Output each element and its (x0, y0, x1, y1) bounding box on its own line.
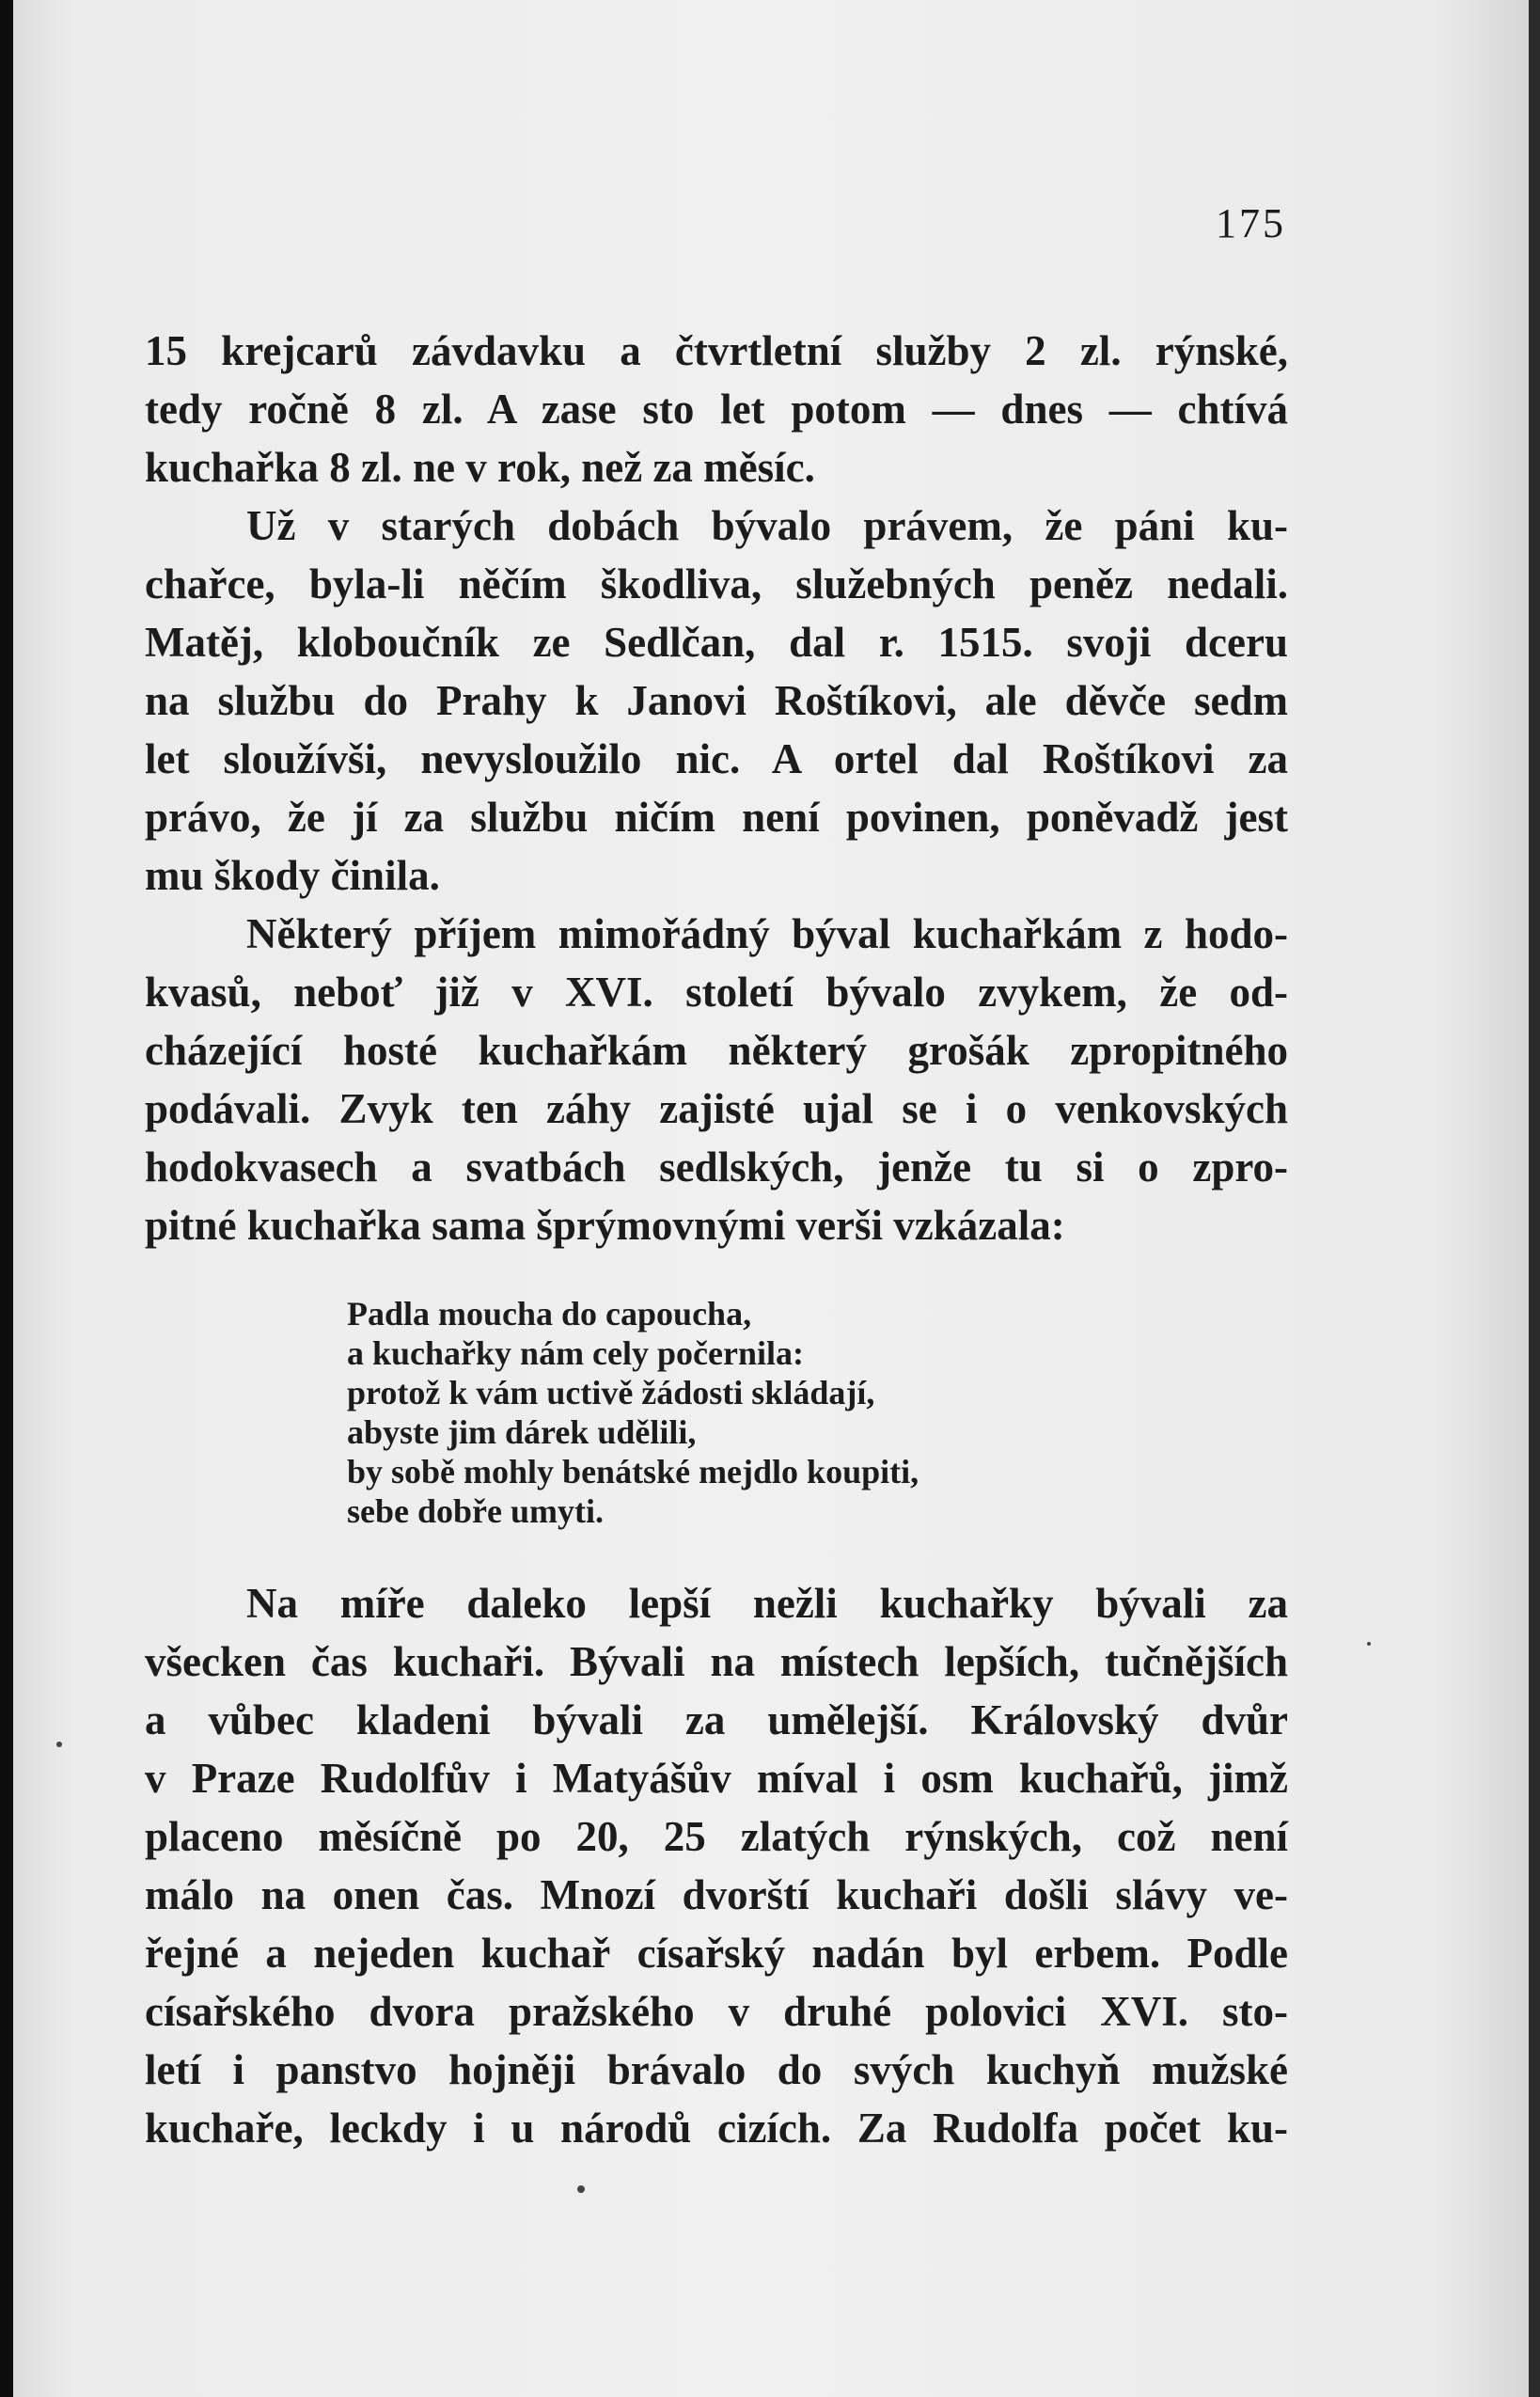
text-line: podávali. Zvyk ten záhy zajisté ujal se i o venkovských (145, 1085, 1288, 1132)
text-line: všecken čas kuchaři. Bývali na místech lepších, tučnějších (145, 1638, 1288, 1685)
text-line: na službu do Prahy k Janovi Roštíkovi, ale děvče sedm (145, 677, 1288, 724)
text-line: let sloužívši, nevysloužilo nic. A ortel dal Roštíkovi za (145, 735, 1288, 782)
text-line: kvasů, neboť již v XVI. století bývalo zvykem, že od- (145, 969, 1288, 1016)
scan-speck (577, 2185, 585, 2193)
text-line: chařce, byla-li něčím škodliva, služebných peněz nedali. (145, 560, 1288, 607)
scan-speck (56, 1742, 62, 1747)
text-line: kuchaře, leckdy i u národů cizích. Za Rudolfa počet ku- (145, 2105, 1288, 2152)
text-line: Matěj, kloboučník ze Sedlčan, dal r. 1515. svoji dceru (145, 619, 1288, 666)
text-line: řejné a nejeden kuchař císařský nadán byl erbem. Podle (145, 1930, 1288, 1977)
text-line: hodokvasech a svatbách sedlských, jenže tu si o zpro- (145, 1143, 1288, 1191)
paragraph-3 (145, 905, 1288, 1254)
paragraph-4 (145, 1574, 1288, 2157)
text-line: a vůbec kladeni bývali za umělejší. Královský dvůr (145, 1696, 1288, 1743)
verse-line: a kuchařky nám cely počernila: (347, 1334, 804, 1372)
text-line: placeno měsíčně po 20, 25 zlatých rýnských, což není (145, 1813, 1288, 1860)
text-line: Už v starých dobách bývalo právem, že páni ku- (246, 502, 1288, 549)
text-line: 15 krejcarů závdavku a čtvrtletní služby 2 zl. rýnské, (145, 327, 1288, 374)
text-line: pitné kuchařka sama šprýmovnými verši vzkázala: (145, 1202, 1065, 1249)
paragraph-2 (145, 497, 1288, 905)
text-line: císařského dvora pražského v druhé polovici XVI. sto- (145, 1988, 1288, 2035)
verse-block (347, 1294, 919, 1531)
text-line: málo na onen čas. Mnozí dvorští kuchaři došli slávy ve- (145, 1871, 1288, 1918)
verse-line: by sobě mohly benátské mejdlo koupiti, (347, 1453, 919, 1490)
text-line: tedy ročně 8 zl. A zase sto let potom — dnes — chtívá (145, 386, 1288, 433)
scan-right-border (1529, 0, 1540, 2397)
verse-line: protož k vám uctivě žádosti skládají, (347, 1374, 875, 1411)
text-line: Na míře daleko lepší nežli kuchařky bývali za (246, 1580, 1288, 1627)
text-line: kuchařka 8 zl. ne v rok, než za měsíc. (145, 444, 815, 491)
text-line: právo, že jí za službu ničím není povinen, poněvadž jest (145, 794, 1288, 841)
book-page (13, 0, 1529, 2397)
page-number: 175 (1216, 200, 1286, 246)
text-line: letí i panstvo hojněji brávalo do svých kuchyň mužské (145, 2046, 1288, 2093)
scan-speck (1367, 1642, 1371, 1646)
scan-left-border (0, 0, 13, 2397)
paragraph-1 (145, 322, 1288, 497)
text-line: v Praze Rudolfův i Matyášův míval i osm kuchařů, jimž (145, 1755, 1288, 1802)
verse-line: sebe dobře umyti. (347, 1492, 604, 1530)
text-line: cházející hosté kuchařkám některý grošák zpropitného (145, 1027, 1288, 1074)
verse-line: Padla moucha do capoucha, (347, 1295, 752, 1333)
text-line: mu škody činila. (145, 852, 440, 899)
text-line: Některý příjem mimořádný býval kuchařkám z hodo- (246, 910, 1288, 957)
verse-line: abyste jim dárek udělili, (347, 1413, 697, 1451)
